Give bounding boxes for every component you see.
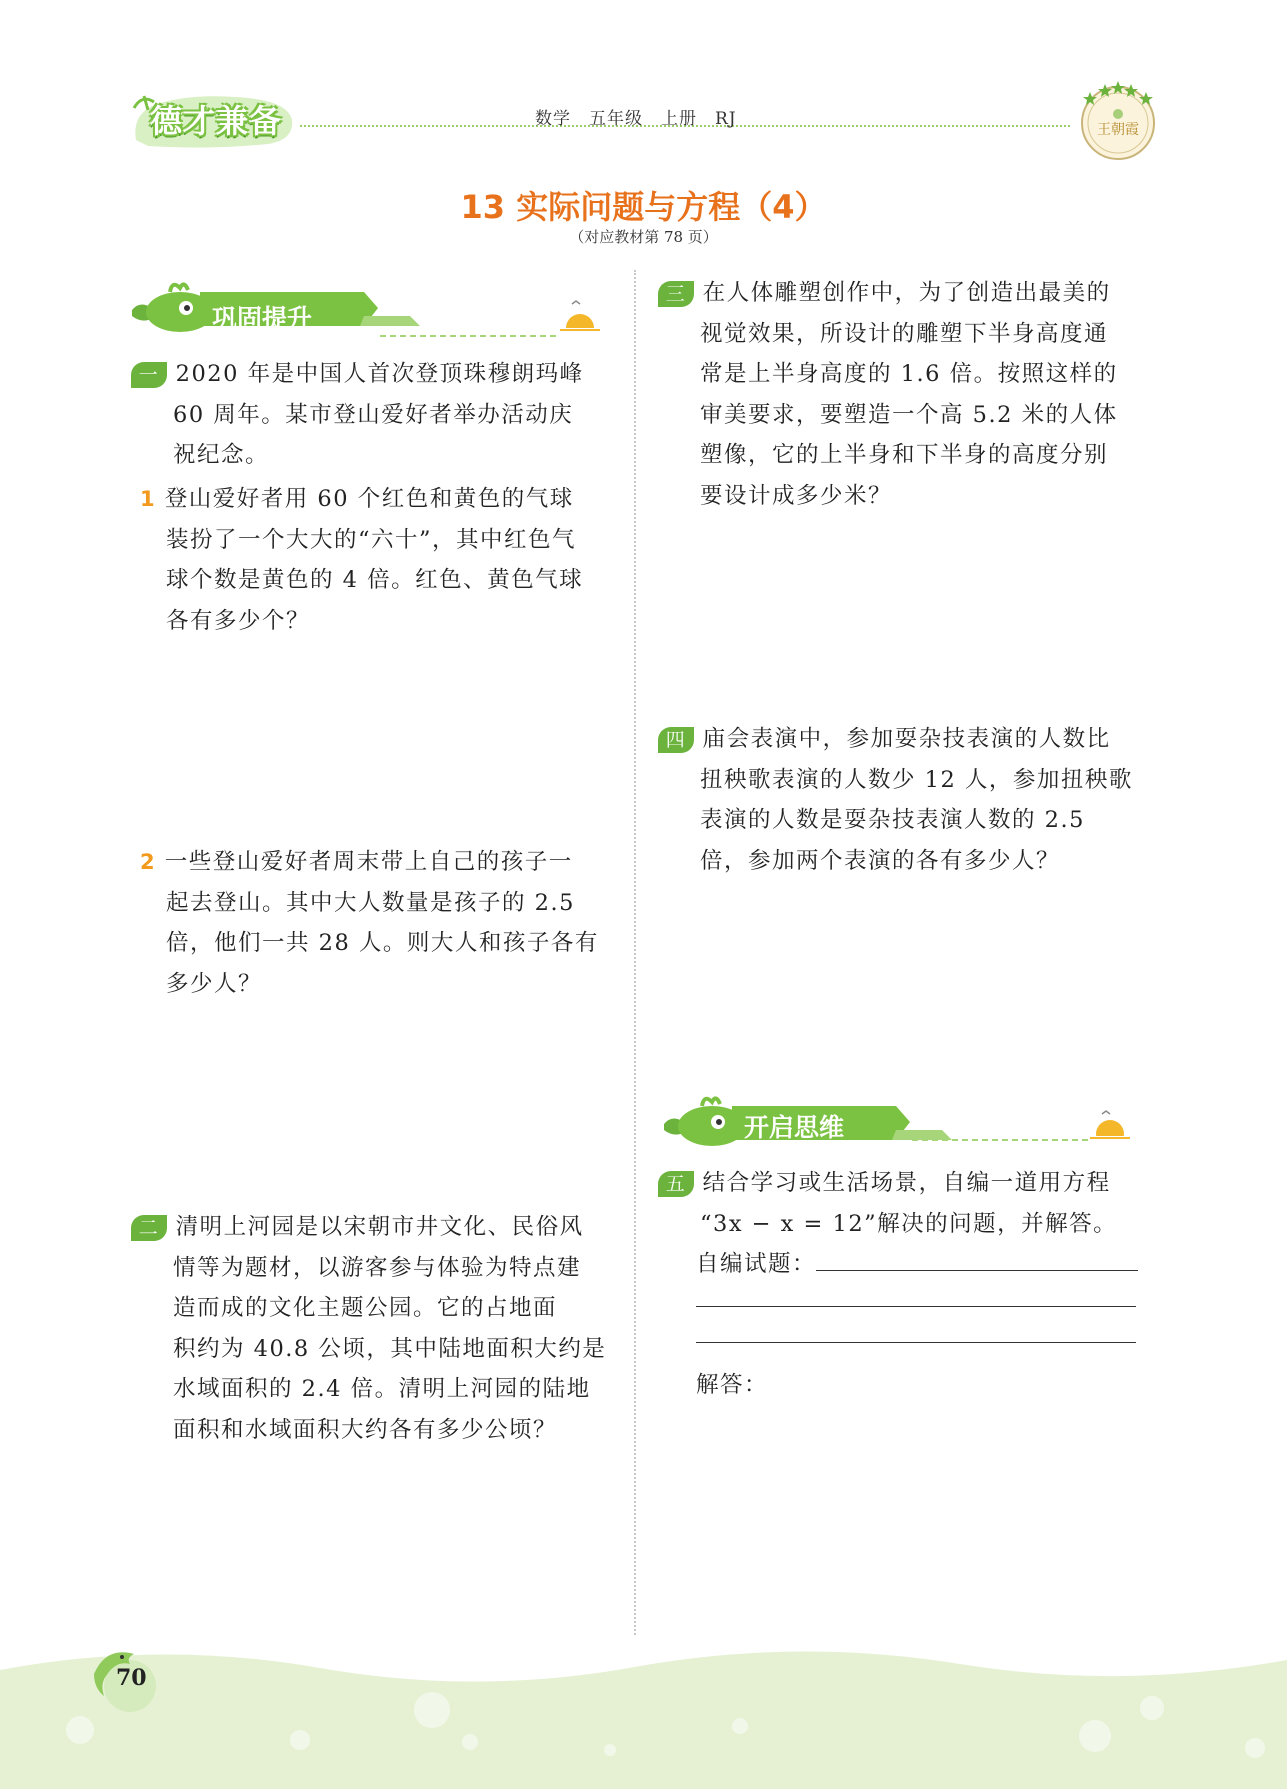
q1-line: 祝纪念。 bbox=[173, 442, 270, 468]
question-2 bbox=[131, 1207, 626, 1450]
footer-wave-background bbox=[0, 1630, 1287, 1789]
question-badge-3: 三 bbox=[658, 281, 694, 307]
q1-line: 60 周年。某市登山爱好者举办活动庆 bbox=[173, 401, 574, 428]
q1-sub1-line: 球个数是黄色的 4 倍。红色、黄色气球 bbox=[166, 567, 584, 593]
q2-line: 情等为题材，以游客参与体验为特点建 bbox=[173, 1254, 582, 1281]
question-badge-2: 二 bbox=[131, 1215, 167, 1241]
q1-sub2-line: 多少人？ bbox=[166, 970, 263, 997]
section-title-consolidate: 巩固提升 bbox=[212, 304, 313, 333]
q3-line: 视觉效果，所设计的雕塑下半身高度通 bbox=[700, 320, 1109, 347]
q4-line: 扭秧歌表演的人数少 12 人，参加扭秧歌 bbox=[700, 766, 1133, 793]
subquestion-number-2: 2 bbox=[140, 850, 157, 874]
q1-sub2-line: 一些登山爱好者周末带上自己的孩子一 bbox=[164, 849, 573, 875]
section-title-thinking: 开启思维 bbox=[744, 1113, 845, 1142]
q2-line: 面积和水域面积大约各有多少公顷？ bbox=[173, 1416, 558, 1443]
question-5 bbox=[658, 1163, 1158, 1405]
question-1-part-2 bbox=[140, 842, 620, 1004]
question-badge-4: 四 bbox=[658, 727, 694, 753]
self-question-label: 自编试题： bbox=[696, 1251, 817, 1277]
column-divider bbox=[634, 270, 636, 1635]
q4-line: 表演的人数是耍杂技表演人数的 2.5 bbox=[700, 807, 1085, 833]
q4-line: 倍，参加两个表演的各有多少人？ bbox=[700, 847, 1061, 874]
question-badge-1: 一 bbox=[131, 362, 167, 388]
q1-sub1-line: 登山爱好者用 60 个红色和黄色的气球 bbox=[164, 486, 574, 512]
q3-line: 审美要求，要塑造一个高 5.2 米的人体 bbox=[700, 401, 1118, 428]
q2-line: 积约为 40.8 公顷，其中陆地面积大约是 bbox=[173, 1335, 607, 1362]
brand-logo-text: 德才兼备 bbox=[150, 102, 283, 140]
writing-line[interactable] bbox=[696, 1305, 1136, 1307]
page-title: 13 实际问题与方程（4） bbox=[460, 188, 827, 226]
q3-line: 常是上半身高度的 1.6 倍。按照这样的 bbox=[700, 361, 1118, 387]
seal-text: 王朝霞 bbox=[1097, 122, 1139, 138]
q4-line: 庙会表演中，参加耍杂技表演的人数比 bbox=[702, 726, 1111, 752]
q2-line: 清明上河园是以宋朝市井文化、民俗风 bbox=[175, 1214, 584, 1240]
q5-line: “3x − x = 12”解决的问题，并解答。 bbox=[700, 1210, 1118, 1237]
publisher-seal-icon bbox=[1075, 78, 1161, 164]
q3-line: 在人体雕塑创作中，为了创造出最美的 bbox=[702, 280, 1111, 306]
header-course-info: 数学 五年级 上册 RJ bbox=[535, 109, 737, 129]
question-1 bbox=[131, 354, 621, 476]
q1-sub2-line: 倍，他们一共 28 人。则大人和孩子各有 bbox=[166, 930, 599, 956]
subquestion-number-1: 1 bbox=[140, 487, 157, 511]
question-badge-5: 五 bbox=[658, 1171, 694, 1197]
q3-line: 塑像，它的上半身和下半身的高度分别 bbox=[700, 442, 1109, 468]
q1-line: 2020 年是中国人首次登顶珠穆朗玛峰 bbox=[175, 361, 584, 387]
page-subtitle: （对应教材第 78 页） bbox=[569, 228, 718, 246]
answer-label: 解答： bbox=[696, 1371, 769, 1398]
writing-line[interactable] bbox=[696, 1341, 1136, 1343]
section-banner-thinking bbox=[662, 1092, 1142, 1154]
q5-line: 结合学习或生活场景，自编一道用方程 bbox=[702, 1170, 1111, 1196]
page-number: 70 bbox=[116, 1665, 147, 1691]
self-question-blank[interactable] bbox=[816, 1248, 1138, 1271]
section-banner-consolidate bbox=[130, 278, 610, 340]
question-4 bbox=[658, 719, 1158, 881]
q3-line: 要设计成多少米？ bbox=[700, 482, 893, 509]
q2-line: 水域面积的 2.4 倍。清明上河园的陆地 bbox=[173, 1376, 591, 1402]
q1-sub2-line: 起去登山。其中大人数量是孩子的 2.5 bbox=[166, 889, 575, 916]
q2-line: 造而成的文化主题公园。它的占地面 bbox=[173, 1295, 558, 1321]
q1-sub1-line: 装扮了一个大大的“六十”，其中红色气 bbox=[166, 526, 577, 553]
question-1-part-1 bbox=[140, 479, 620, 641]
question-3 bbox=[658, 273, 1158, 516]
q1-sub1-line: 各有多少个？ bbox=[166, 607, 311, 634]
